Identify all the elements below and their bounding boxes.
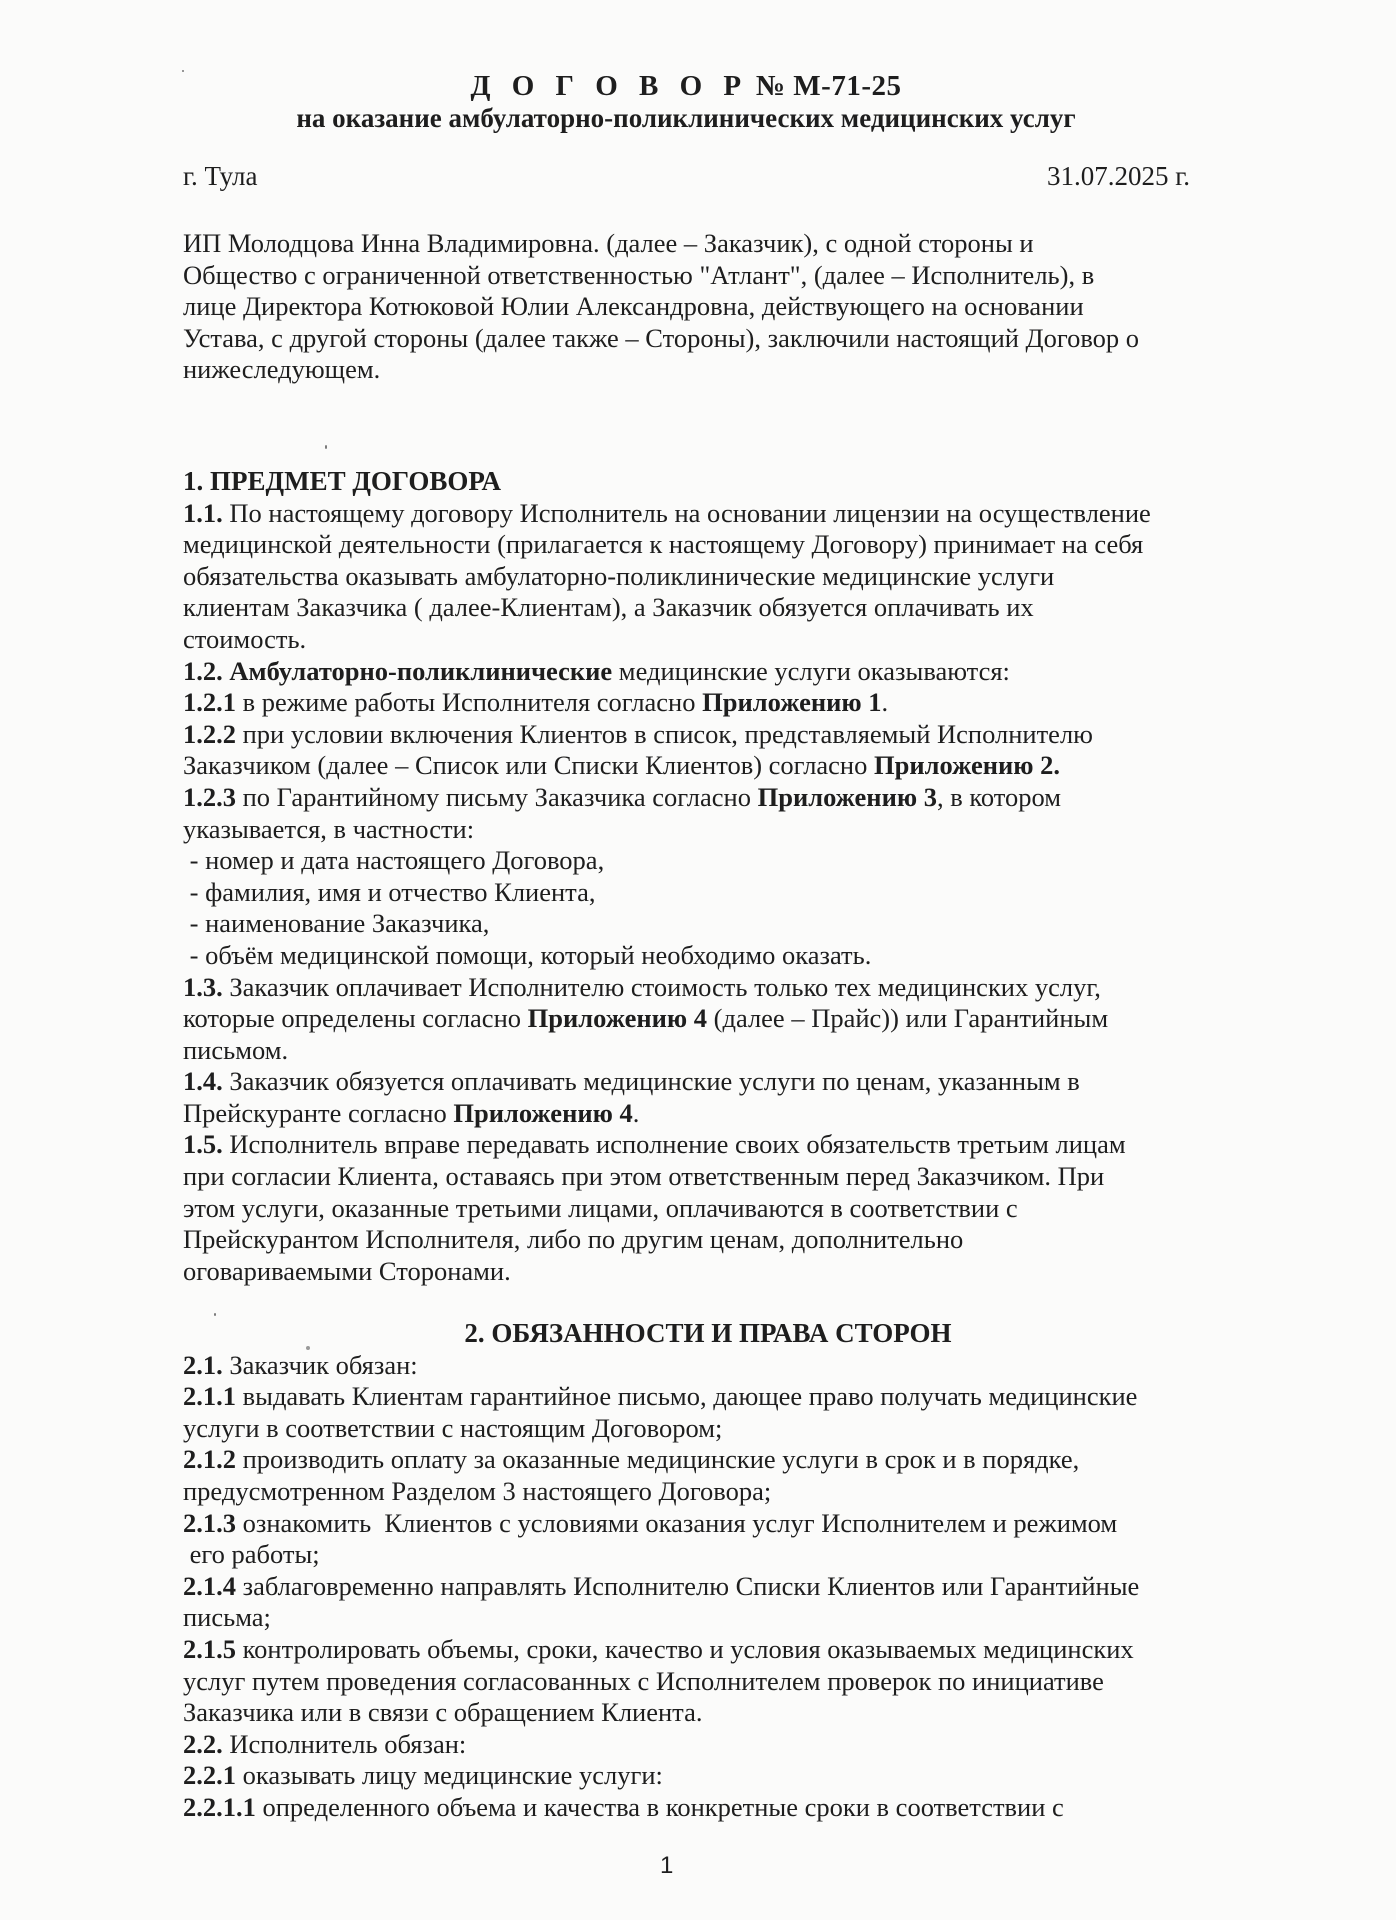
clause-number: 1.2.3 xyxy=(183,781,236,812)
clause-line: его работы; xyxy=(183,1539,320,1570)
clause-2-2-1-1 xyxy=(183,1792,1203,1824)
clause-2-1-3 xyxy=(183,1508,1203,1540)
clause-number: 2.1.2 xyxy=(183,1444,236,1475)
clause-number: 1.2. Амбулаторно-поликлинические xyxy=(183,655,613,686)
contract-title xyxy=(0,70,1372,102)
section-1 xyxy=(183,466,1203,1287)
clause-2-1-5 xyxy=(183,1634,1203,1666)
clause-text: , в котором xyxy=(936,781,1062,812)
clause-text: заблаговременно направлять Исполнителю Списки Клиентов или Гарантийные xyxy=(236,1570,1140,1601)
intro-line: Устава, с другой стороны (далее также – Стороны), заключили настоящий Договор о xyxy=(183,322,1140,353)
section-1-heading: 1. ПРЕДМЕТ ДОГОВОРА xyxy=(183,466,501,496)
clause-line: медицинской деятельности (прилагается к настоящему Договору) принимает на себя xyxy=(183,529,1144,560)
clause-line: оговариваемыми Сторонами. xyxy=(183,1255,511,1286)
clause-number: 2.1.4 xyxy=(183,1570,236,1601)
clause-text: . xyxy=(632,1097,640,1128)
title-word: Д О Г О В О Р xyxy=(470,70,749,102)
intro-paragraph xyxy=(183,228,1203,386)
clause-text: оказывать лицу медицинские услуги: xyxy=(236,1760,663,1791)
clause-2-1-1 xyxy=(183,1381,1203,1413)
contract-date: 31.07.2025 г. xyxy=(1046,161,1190,191)
intro-line: Общество с ограниченной ответственностью "Атлант", (далее – Исполнитель), в xyxy=(183,259,1095,290)
clause-text: медицинские услуги оказываются: xyxy=(612,655,1010,686)
appendix-reference: Приложению 3 xyxy=(757,781,937,812)
appendix-reference: Приложению 4 xyxy=(527,1003,708,1034)
clause-line: услуг путем проведения согласованных с Исполнителем проверок по инициативе xyxy=(183,1665,1104,1696)
clause-text: выдавать Клиентам гарантийное письмо, дающее право получать медицинские xyxy=(236,1381,1138,1412)
clause-text: По настоящему договору Исполнитель на основании лицензии на осуществление xyxy=(222,497,1151,528)
clause-text: определенного объема и качества в конкретные сроки в соответствии с xyxy=(255,1791,1064,1822)
clause-line: письма; xyxy=(183,1602,271,1633)
clause-2-2 xyxy=(183,1729,1203,1761)
clause-text: Заказчик обязан: xyxy=(222,1349,418,1380)
clause-1-3 xyxy=(183,972,1203,1004)
clause-text: контролировать объемы, сроки, качество и условия оказываемых медицинских xyxy=(236,1633,1134,1664)
clause-number: 2.2. xyxy=(183,1728,223,1759)
clause-line: письмом. xyxy=(183,1034,289,1065)
clause-2-1-2 xyxy=(183,1444,1203,1476)
page-number: 1 xyxy=(660,1852,674,1879)
intro-line: лице Директора Котюковой Юлии Александровна, действующего на основании xyxy=(183,291,1084,322)
clause-2-2-1 xyxy=(183,1760,1203,1792)
clause-line: этом услуги, оказанные третьими лицами, оплачиваются в соответствии с xyxy=(183,1192,1018,1223)
intro-line: нижеследующем. xyxy=(183,354,381,385)
city: г. Тула xyxy=(183,161,258,191)
clause-1-2-2 xyxy=(183,719,1203,751)
clause-number: 2.1.5 xyxy=(183,1633,236,1664)
section-2 xyxy=(183,1318,1203,1824)
clause-line: услуги в соответствии с настоящим Договором; xyxy=(183,1412,723,1443)
appendix-reference: Приложению 1 xyxy=(702,687,882,718)
scan-speck xyxy=(214,1313,216,1316)
clause-number: 1.3. xyxy=(183,971,223,1002)
clause-text: (далее – Прайс)) или Гарантийным xyxy=(707,1003,1109,1034)
clause-2-1-4 xyxy=(183,1571,1203,1603)
clause-line: Заказчика или в связи с обращением Клиента. xyxy=(183,1697,703,1728)
clause-line xyxy=(183,1003,1203,1035)
clause-text: по Гарантийному письму Заказчика согласно xyxy=(236,781,758,812)
clause-text: . xyxy=(881,687,889,718)
clause-2-1 xyxy=(183,1350,1203,1382)
clause-text: Исполнитель обязан: xyxy=(222,1728,467,1759)
clause-text: которые определены согласно xyxy=(183,1003,528,1034)
clause-text: Заказчик оплачивает Исполнителю стоимость только тех медицинских услуг, xyxy=(222,971,1101,1002)
clause-text: в режиме работы Исполнителя согласно xyxy=(236,687,703,718)
clause-number: 1.1. xyxy=(183,497,223,528)
contract-number: № М-71-25 xyxy=(755,70,902,102)
bullet-item: - фамилия, имя и отчество Клиента, xyxy=(183,876,596,907)
clause-line xyxy=(183,750,1203,782)
intro-line: ИП Молодцова Инна Владимировна. (далее – Заказчик), с одной стороны и xyxy=(183,228,1034,258)
contract-subtitle: на оказание амбулаторно-поликлинических медицинских услуг xyxy=(296,103,1076,133)
appendix-reference: Приложению 2. xyxy=(874,750,1060,781)
scan-speck xyxy=(325,445,327,449)
clause-number: 2.1. xyxy=(183,1349,223,1380)
clause-number: 1.4. xyxy=(183,1066,223,1097)
clause-1-5 xyxy=(183,1129,1203,1161)
clause-text: ознакомить Клиентов с условиями оказания услуг Исполнителем и режимом xyxy=(236,1507,1118,1538)
clause-1-2-3 xyxy=(183,782,1203,814)
clause-line: Прейскурантом Исполнителя, либо по другим ценам, дополнительно xyxy=(183,1224,964,1255)
clause-text: Исполнитель вправе передавать исполнение своих обязательств третьим лицам xyxy=(222,1129,1126,1160)
clause-text: при условии включения Клиентов в список, представляемый Исполнителю xyxy=(236,718,1093,749)
clause-line xyxy=(183,1098,1203,1130)
clause-line: предусмотренном Разделом 3 настоящего Договора; xyxy=(183,1475,772,1506)
bullet-item: - объём медицинской помощи, который необходимо оказать. xyxy=(183,939,872,970)
clause-number: 2.2.1 xyxy=(183,1760,236,1791)
clause-line: обязательства оказывать амбулаторно-поликлинические медицинские услуги xyxy=(183,560,1055,591)
scan-speck xyxy=(182,70,184,72)
clause-number: 2.1.3 xyxy=(183,1507,236,1538)
city-date-row xyxy=(183,160,1190,192)
clause-text: Заказчик обязуется оплачивать медицинские услуги по ценам, указанным в xyxy=(222,1066,1080,1097)
clause-line: клиентам Заказчика ( далее-Клиентам), а Заказчик обязуется оплачивать их xyxy=(183,592,1034,623)
appendix-reference: Приложению 4 xyxy=(453,1097,633,1128)
clause-text: Прейскуранте согласно xyxy=(183,1097,454,1128)
clause-number: 2.1.1 xyxy=(183,1381,236,1412)
clause-number: 1.2.1 xyxy=(183,687,236,718)
clause-line: указывается, в частности: xyxy=(183,813,475,844)
section-2-heading: 2. ОБЯЗАННОСТИ И ПРАВА СТОРОН xyxy=(464,1318,952,1348)
clause-text: производить оплату за оказанные медицинские услуги в срок и в порядке, xyxy=(236,1444,1080,1475)
clause-number: 1.2.2 xyxy=(183,718,236,749)
clause-line: при согласии Клиента, оставаясь при этом ответственным перед Заказчиком. При xyxy=(183,1161,1105,1192)
clause-line: стоимость. xyxy=(183,623,307,654)
clause-1-1 xyxy=(183,498,1203,530)
bullet-item: - номер и дата настоящего Договора, xyxy=(183,845,605,876)
clause-1-2-1 xyxy=(183,687,1203,719)
clause-number: 1.5. xyxy=(183,1129,223,1160)
clause-text: Заказчиком (далее – Список или Списки Клиентов) согласно xyxy=(183,750,874,781)
clause-number: 2.2.1.1 xyxy=(183,1791,256,1822)
clause-1-4 xyxy=(183,1066,1203,1098)
scan-speck xyxy=(306,1346,310,1350)
clause-1-2 xyxy=(183,656,1203,688)
bullet-item: - наименование Заказчика, xyxy=(183,908,490,939)
